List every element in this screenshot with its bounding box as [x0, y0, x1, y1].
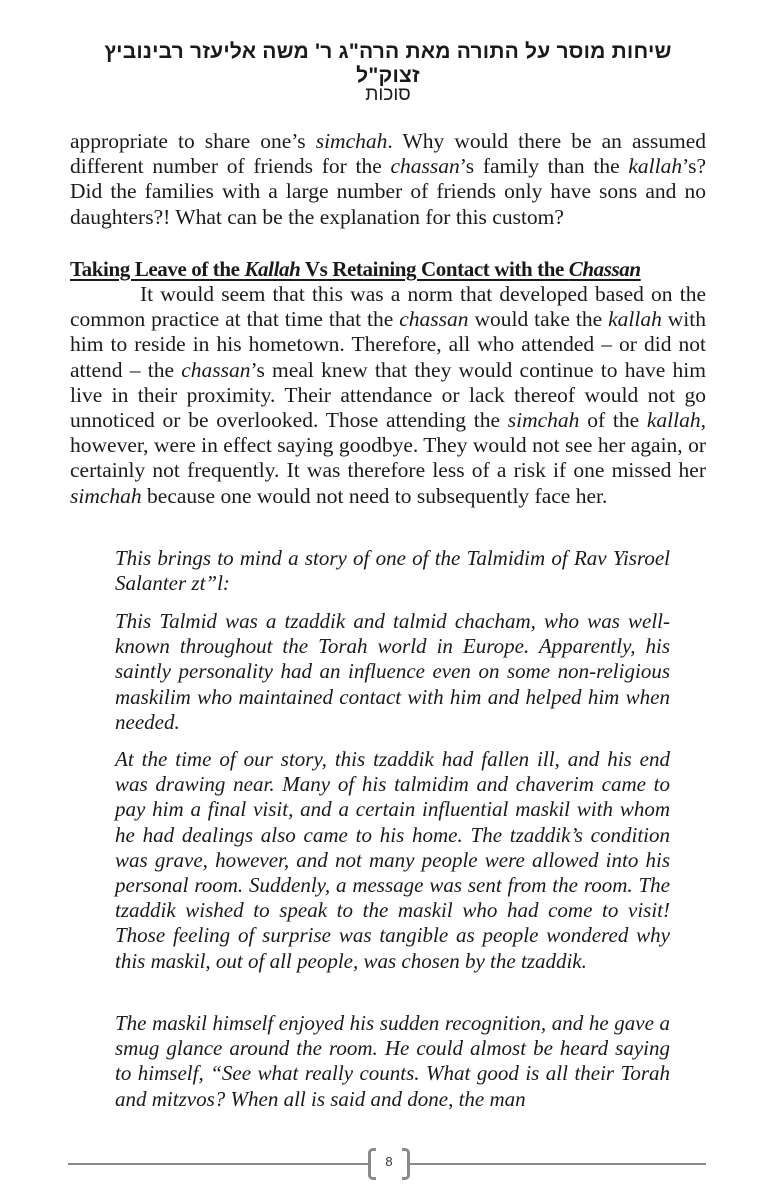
text-segment-italic: kallah	[646, 408, 701, 433]
heading-segment-italic: Chassan	[568, 257, 641, 281]
section-heading	[70, 257, 710, 282]
text-segment: would take the	[468, 307, 609, 332]
paragraph-intro	[70, 129, 706, 230]
text-segment-italic: chassan	[181, 357, 251, 382]
text-segment-italic: kallah	[608, 307, 662, 332]
heading-segment: Vs Retaining Contact with the	[300, 257, 569, 281]
text-segment: , however, were in effect saying goodbye. They would not see her again, or certainly not frequently. It was therefore less of a risk if one missed her	[70, 408, 706, 483]
text-segment-italic: kallah	[628, 154, 683, 179]
left-bracket-icon	[368, 1148, 376, 1180]
text-segment: ’s meal knew that they would continue to have him live in their proximity. Their attendance or lack thereof would not go unnoticed or be overlooked. Those attending the	[70, 357, 706, 433]
text-segment-italic: simchah	[507, 408, 580, 433]
page-number: 8	[385, 1154, 393, 1169]
text-segment-italic: simchah	[70, 483, 142, 508]
story-quote-illness: At the time of our story, this tzaddik had fallen ill, and his end was drawing near. Many of his talmidim and chaverim came to pay him a final visit, and a certain influential maskil with whom he had dealings also came to his home. The tzaddik’s condition was grave, however, and not many people were allowed into his personal room. Suddenly, a message was sent from the room. The tzaddik wished to speak to the maskil who had come to visit! Those feeling of surprise was tangible as people wondered why this maskil, out of all people, was chosen by the tzaddik.	[115, 747, 670, 973]
story-quote-talmid: This Talmid was a tzaddik and talmid chacham, who was well-known throughout the Torah world in Europe. Apparently, his saintly personality had an influence even on some non-religious maskilim who maintained contact with him and helped him when needed.	[115, 609, 670, 734]
footer-rule-right	[410, 1163, 706, 1165]
text-segment: ’s family than the	[459, 154, 629, 179]
text-segment-italic: simchah	[315, 129, 388, 153]
running-header-title: שיחות מוסר על התורה מאת הרה"ג ר' משה אליעזר רבינוביץ זצוק"ל	[104, 40, 672, 87]
text-segment-italic: chassan	[399, 307, 469, 332]
right-bracket-icon	[402, 1148, 410, 1180]
text-segment: with him to reside in his hometown. Therefore, all who attended – or did not attend – the	[70, 307, 706, 382]
story-quote-intro: This brings to mind a story of one of the Talmidim of Rav Yisroel Salanter zt”l:	[115, 546, 670, 596]
text-segment: It would seem that this was a norm that developed based on the common practice at that time that the	[70, 282, 706, 332]
heading-segment-italic: Kallah	[244, 257, 301, 281]
text-segment: . Why would there be an assumed different number of friends for the	[70, 129, 706, 179]
page-footer	[68, 1146, 706, 1182]
heading-segment: Taking Leave of the	[70, 257, 245, 281]
story-quote-maskil: The maskil himself enjoyed his sudden recognition, and he gave a smug glance around the room. He could almost be heard saying to himself, “See what really counts. What good is all their Torah and mitzvos? When all is said and done, the man	[115, 1011, 670, 1111]
text-segment: because one would not need to subsequently face her.	[141, 483, 608, 508]
text-segment: ’s? Did the families with a large number of friends only have sons and no daughters?! What can be the explanation for this custom?	[70, 154, 706, 229]
text-segment: appropriate to share one’s	[70, 129, 316, 153]
text-segment-italic: chassan	[390, 154, 460, 179]
text-segment: of the	[579, 408, 647, 433]
paragraph-explanation	[70, 282, 706, 509]
running-header-subtitle: סוכות	[365, 84, 411, 105]
footer-rule-left	[68, 1163, 368, 1165]
